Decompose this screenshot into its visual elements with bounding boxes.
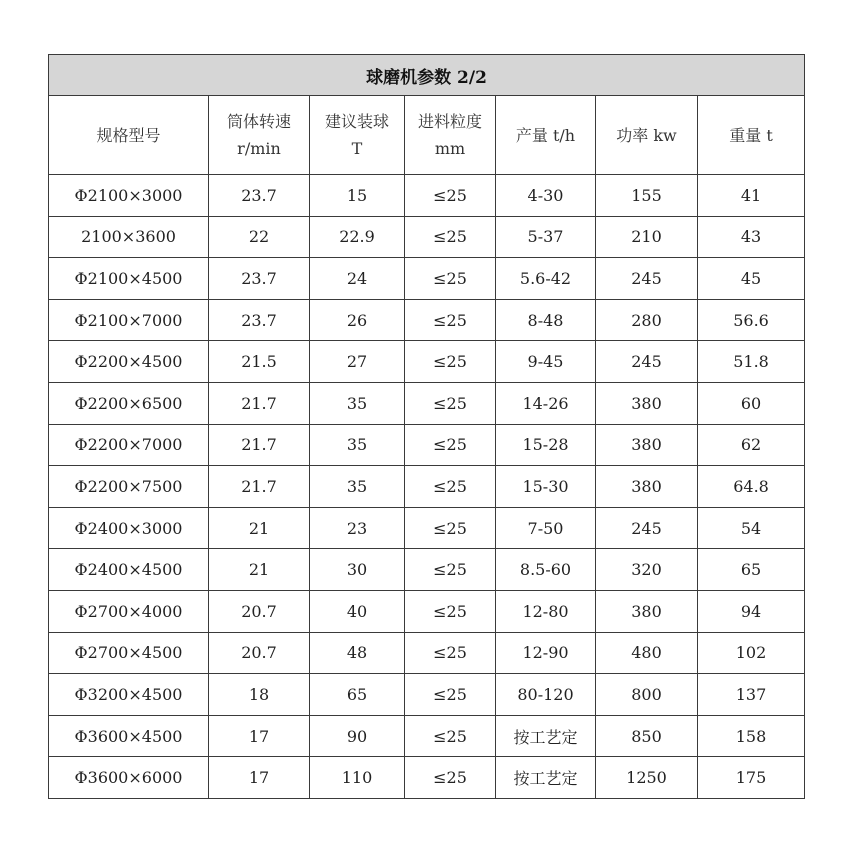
cell-ball-load: 40	[310, 590, 405, 632]
cell-capacity: 9-45	[496, 341, 596, 383]
cell-ball-load: 35	[310, 424, 405, 466]
header-drum-speed-line1: 筒体转速	[226, 112, 291, 131]
cell-power: 380	[596, 382, 698, 424]
header-capacity	[496, 96, 596, 175]
cell-weight: 51.8	[698, 341, 805, 383]
cell-drum-speed: 20.7	[209, 632, 310, 674]
cell-drum-speed: 22	[209, 216, 310, 258]
cell-feed-size: ≤25	[405, 341, 496, 383]
table-row	[49, 216, 805, 258]
cell-model: Φ2400×4500	[49, 549, 209, 591]
cell-feed-size: ≤25	[405, 424, 496, 466]
cell-capacity: 8-48	[496, 299, 596, 341]
table-title: 球磨机参数 2/2	[49, 55, 805, 96]
table-row	[49, 299, 805, 341]
cell-capacity: 12-90	[496, 632, 596, 674]
header-drum-speed	[209, 96, 310, 175]
cell-capacity: 14-26	[496, 382, 596, 424]
header-power-line: 功率 kw	[616, 125, 677, 145]
header-weight-line: 重量 t	[729, 125, 773, 145]
cell-weight: 60	[698, 382, 805, 424]
cell-capacity: 5-37	[496, 216, 596, 258]
cell-weight: 175	[698, 757, 805, 799]
header-feed-size-line2: mm	[434, 139, 466, 158]
cell-ball-load: 65	[310, 674, 405, 716]
cell-drum-speed: 23.7	[209, 258, 310, 300]
cell-drum-speed: 21.7	[209, 466, 310, 508]
cell-drum-speed: 17	[209, 757, 310, 799]
cell-feed-size: ≤25	[405, 549, 496, 591]
cell-feed-size: ≤25	[405, 757, 496, 799]
table-row	[49, 175, 805, 217]
cell-model: Φ2400×3000	[49, 507, 209, 549]
cell-capacity: 15-28	[496, 424, 596, 466]
cell-weight: 94	[698, 590, 805, 632]
cell-capacity: 12-80	[496, 590, 596, 632]
cell-power: 245	[596, 258, 698, 300]
cell-drum-speed: 23.7	[209, 299, 310, 341]
cell-weight: 56.6	[698, 299, 805, 341]
cell-drum-speed: 20.7	[209, 590, 310, 632]
cell-model: Φ2100×4500	[49, 258, 209, 300]
cell-ball-load: 24	[310, 258, 405, 300]
cell-feed-size: ≤25	[405, 466, 496, 508]
cell-power: 320	[596, 549, 698, 591]
title-row	[49, 55, 805, 96]
cell-model: Φ3600×6000	[49, 757, 209, 799]
table-row	[49, 507, 805, 549]
cell-feed-size: ≤25	[405, 590, 496, 632]
header-feed-size	[405, 96, 496, 175]
cell-model: Φ3600×4500	[49, 715, 209, 757]
table-row	[49, 382, 805, 424]
cell-feed-size: ≤25	[405, 175, 496, 217]
cell-power: 245	[596, 341, 698, 383]
cell-model: Φ2700×4500	[49, 632, 209, 674]
cell-capacity: 8.5-60	[496, 549, 596, 591]
cell-model: Φ2100×3000	[49, 175, 209, 217]
ball-mill-params-table	[48, 54, 805, 799]
cell-model: Φ2200×4500	[49, 341, 209, 383]
cell-power: 380	[596, 590, 698, 632]
cell-power: 850	[596, 715, 698, 757]
header-capacity-line: 产量 t/h	[515, 125, 576, 145]
cell-drum-speed: 23.7	[209, 175, 310, 217]
cell-feed-size: ≤25	[405, 507, 496, 549]
cell-feed-size: ≤25	[405, 674, 496, 716]
table-row	[49, 549, 805, 591]
cell-power: 480	[596, 632, 698, 674]
cell-feed-size: ≤25	[405, 382, 496, 424]
header-model	[49, 96, 209, 175]
cell-power: 245	[596, 507, 698, 549]
cell-weight: 64.8	[698, 466, 805, 508]
cell-weight: 54	[698, 507, 805, 549]
cell-power: 280	[596, 299, 698, 341]
cell-power: 380	[596, 466, 698, 508]
cell-capacity: 80-120	[496, 674, 596, 716]
cell-ball-load: 27	[310, 341, 405, 383]
header-drum-speed-line2: r/min	[237, 139, 281, 158]
table-row	[49, 715, 805, 757]
cell-model: Φ2200×7000	[49, 424, 209, 466]
cell-capacity: 7-50	[496, 507, 596, 549]
cell-ball-load: 110	[310, 757, 405, 799]
cell-feed-size: ≤25	[405, 715, 496, 757]
header-weight	[698, 96, 805, 175]
table-body	[49, 175, 805, 799]
cell-power: 380	[596, 424, 698, 466]
cell-model: Φ2200×6500	[49, 382, 209, 424]
cell-capacity: 4-30	[496, 175, 596, 217]
header-power	[596, 96, 698, 175]
cell-ball-load: 35	[310, 382, 405, 424]
table-row	[49, 590, 805, 632]
cell-model: Φ2200×7500	[49, 466, 209, 508]
cell-model: Φ3200×4500	[49, 674, 209, 716]
cell-model: 2100×3600	[49, 216, 209, 258]
cell-weight: 43	[698, 216, 805, 258]
cell-feed-size: ≤25	[405, 216, 496, 258]
table-row	[49, 757, 805, 799]
cell-model: Φ2100×7000	[49, 299, 209, 341]
cell-weight: 65	[698, 549, 805, 591]
header-feed-size-line1: 进料粒度	[417, 112, 482, 131]
cell-ball-load: 30	[310, 549, 405, 591]
cell-model: Φ2700×4000	[49, 590, 209, 632]
cell-weight: 102	[698, 632, 805, 674]
cell-ball-load: 90	[310, 715, 405, 757]
cell-drum-speed: 17	[209, 715, 310, 757]
table-row	[49, 632, 805, 674]
cell-weight: 62	[698, 424, 805, 466]
cell-weight: 137	[698, 674, 805, 716]
cell-feed-size: ≤25	[405, 632, 496, 674]
cell-capacity: 按工艺定	[496, 715, 596, 757]
cell-weight: 41	[698, 175, 805, 217]
cell-capacity: 按工艺定	[496, 757, 596, 799]
cell-drum-speed: 21.7	[209, 424, 310, 466]
header-ball-load	[310, 96, 405, 175]
cell-power: 1250	[596, 757, 698, 799]
cell-drum-speed: 18	[209, 674, 310, 716]
cell-drum-speed: 21	[209, 507, 310, 549]
cell-drum-speed: 21.5	[209, 341, 310, 383]
cell-power: 155	[596, 175, 698, 217]
cell-ball-load: 22.9	[310, 216, 405, 258]
cell-ball-load: 26	[310, 299, 405, 341]
header-row	[49, 96, 805, 175]
table-row	[49, 258, 805, 300]
cell-capacity: 5.6-42	[496, 258, 596, 300]
cell-capacity: 15-30	[496, 466, 596, 508]
cell-power: 800	[596, 674, 698, 716]
cell-drum-speed: 21.7	[209, 382, 310, 424]
cell-feed-size: ≤25	[405, 299, 496, 341]
table-row	[49, 466, 805, 508]
table-row	[49, 424, 805, 466]
cell-weight: 45	[698, 258, 805, 300]
cell-ball-load: 48	[310, 632, 405, 674]
cell-feed-size: ≤25	[405, 258, 496, 300]
cell-ball-load: 15	[310, 175, 405, 217]
cell-power: 210	[596, 216, 698, 258]
cell-drum-speed: 21	[209, 549, 310, 591]
header-ball-load-line1: 建议装球	[324, 112, 389, 131]
table-row	[49, 674, 805, 716]
cell-ball-load: 23	[310, 507, 405, 549]
table-row	[49, 341, 805, 383]
cell-weight: 158	[698, 715, 805, 757]
header-model-line: 规格型号	[96, 125, 161, 145]
header-ball-load-line2: T	[351, 139, 363, 158]
cell-ball-load: 35	[310, 466, 405, 508]
